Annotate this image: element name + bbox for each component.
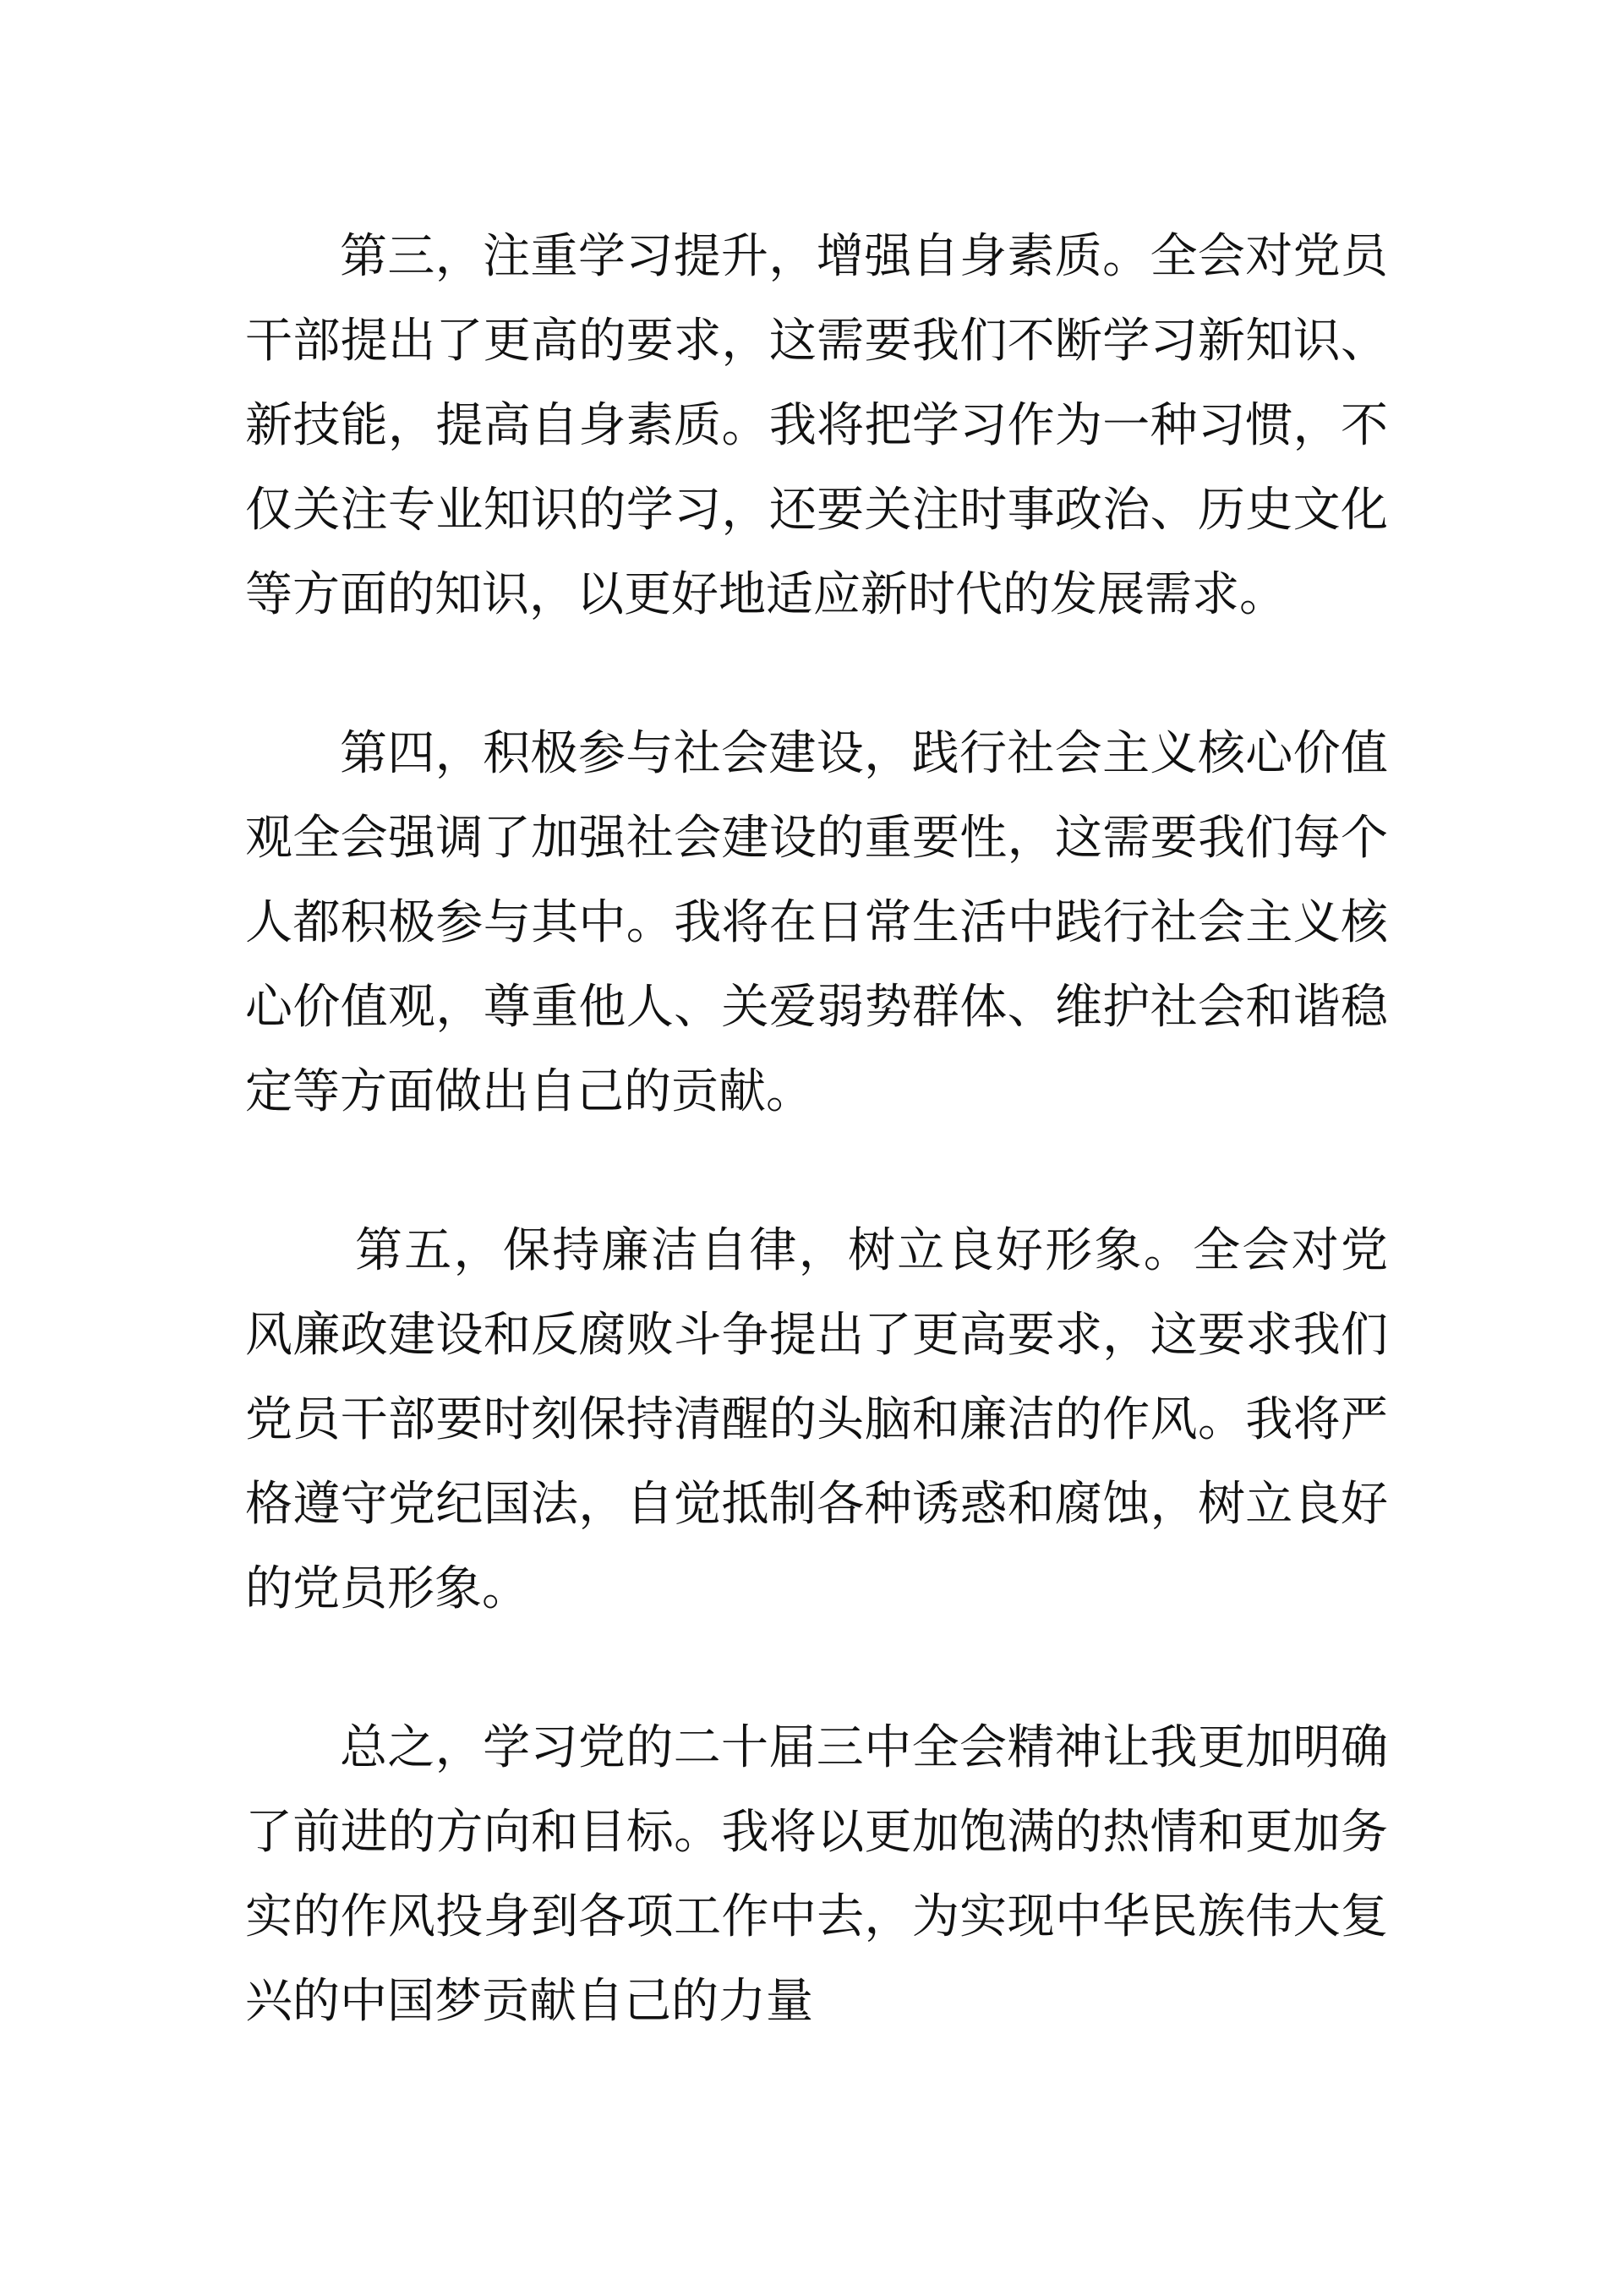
paragraph-fourth-point: 第四，积极参与社会建设，践行社会主义核心价值观全会强调了加强社会建设的重要性，这需要我们每个人都积极参与其中。我将在日常生活中践行社会主义核心价值观，尊重他人、关爱弱势群体、维护社会和谐稳定等方面做出自己的贡献。 bbox=[245, 726, 1388, 1119]
paragraph-fifth-point: 第五，保持廉洁自律，树立良好形象。全会对党风廉政建设和反腐败斗争提出了更高要求，这要求我们党员干部要时刻保持清醒的头脑和廉洁的作风。我将严格遵守党纪国法，自觉抵制各种诱惑和腐蚀，树立良好的党员形象。 bbox=[245, 1223, 1388, 1616]
paragraph-conclusion: 总之，学习党的二十届三中全会精神让我更加明确了前进的方向和目标。我将以更加饱满的热情和更加务实的作风投身到各项工作中去，为实现中华民族伟大复兴的中国梦贡献自己的力量 bbox=[245, 1720, 1388, 2029]
paragraph-third-point: 第三，注重学习提升，增强自身素质。全会对党员干部提出了更高的要求，这需要我们不断学习新知识、新技能，提高自身素质。我将把学习作为一种习惯，不仅关注专业知识的学习，还要关注时事政治、历史文化等方面的知识，以更好地适应新时代的发展需求。 bbox=[245, 229, 1388, 622]
